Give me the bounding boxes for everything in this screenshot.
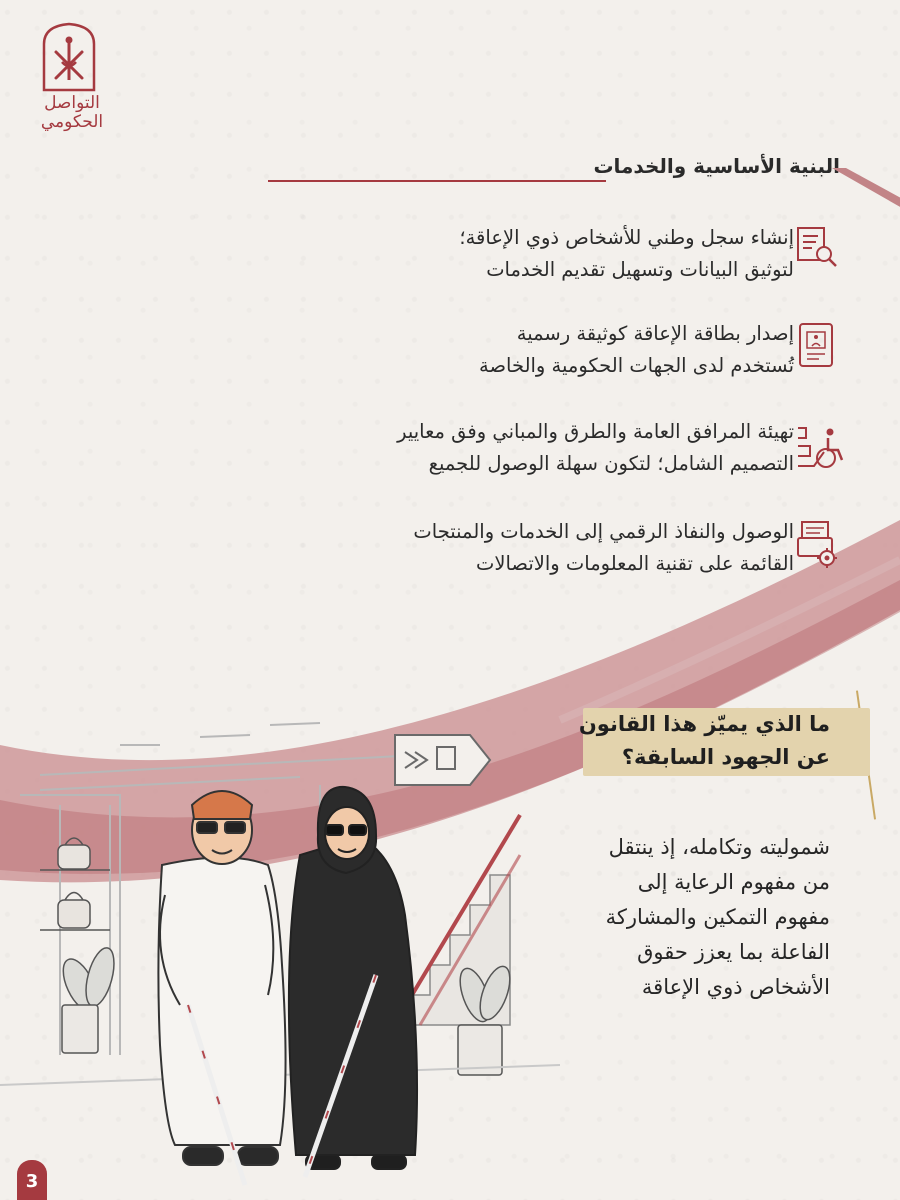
list-item-line-2: تُستخدم لدى الجهات الحكومية والخاصة: [479, 354, 794, 377]
list-item-line-2: التصميم الشامل؛ لتكون سهلة الوصول للجميع: [428, 452, 794, 475]
logo-line-1: التواصل: [44, 93, 100, 113]
section-rule: [268, 180, 606, 182]
logo: [18, 22, 126, 132]
list-item-facilities: [280, 416, 840, 486]
answer-line: من مفهوم الرعاية إلى: [637, 870, 830, 894]
question-line-1: ما الذي يميّز هذا القانون: [578, 712, 830, 736]
wheelchair-ramp-icon: [794, 422, 846, 470]
list-item-card: [280, 318, 840, 388]
list-item-line-2: لتوثيق البيانات وتسهيل تقديم الخدمات: [486, 258, 794, 281]
page-number: 3: [17, 1160, 47, 1200]
logo-line-2: الحكومي: [40, 112, 104, 132]
list-item-line-1: الوصول والنفاذ الرقمي إلى الخدمات والمنتجات: [413, 520, 794, 543]
answer-paragraph: [490, 830, 830, 1005]
list-item-text: [274, 416, 794, 480]
answer-line: مفهوم التمكين والمشاركة: [605, 905, 830, 929]
list-item-text: [274, 516, 794, 580]
question-line-2: عن الجهود السابقة؟: [621, 745, 830, 769]
answer-line: شموليته وتكامله، إذ ينتقل: [608, 835, 830, 859]
question-box: [578, 708, 870, 776]
list-item-registry: [280, 222, 840, 292]
answer-line: الفاعلة بما يعزز حقوق: [637, 940, 830, 964]
list-item-line-1: إصدار بطاقة الإعاقة كوثيقة رسمية: [516, 322, 794, 345]
list-item-line-2: القائمة على تقنية المعلومات والاتصالات: [476, 552, 794, 575]
oman-emblem-icon: [40, 22, 98, 92]
list-item-line-1: تهيئة المرافق العامة والطرق والمباني وفق معايير: [397, 420, 794, 443]
document-search-icon: [794, 224, 840, 272]
logo-text: [18, 94, 126, 132]
id-card-icon: [794, 320, 840, 368]
question-text: [570, 708, 830, 774]
section-title: البنية الأساسية والخدمات: [593, 154, 840, 178]
section-ribbon-tail: [832, 168, 900, 208]
answer-line: الأشخاص ذوي الإعاقة: [641, 975, 830, 999]
list-item-text: [274, 318, 794, 382]
list-item-line-1: إنشاء سجل وطني للأشخاص ذوي الإعاقة؛: [459, 226, 794, 249]
list-item-text: [274, 222, 794, 286]
two-visually-impaired-people-walking-with-white-canes-icon: [0, 715, 560, 1200]
list-item-digital: [280, 516, 840, 586]
digital-access-icon: [794, 520, 840, 568]
